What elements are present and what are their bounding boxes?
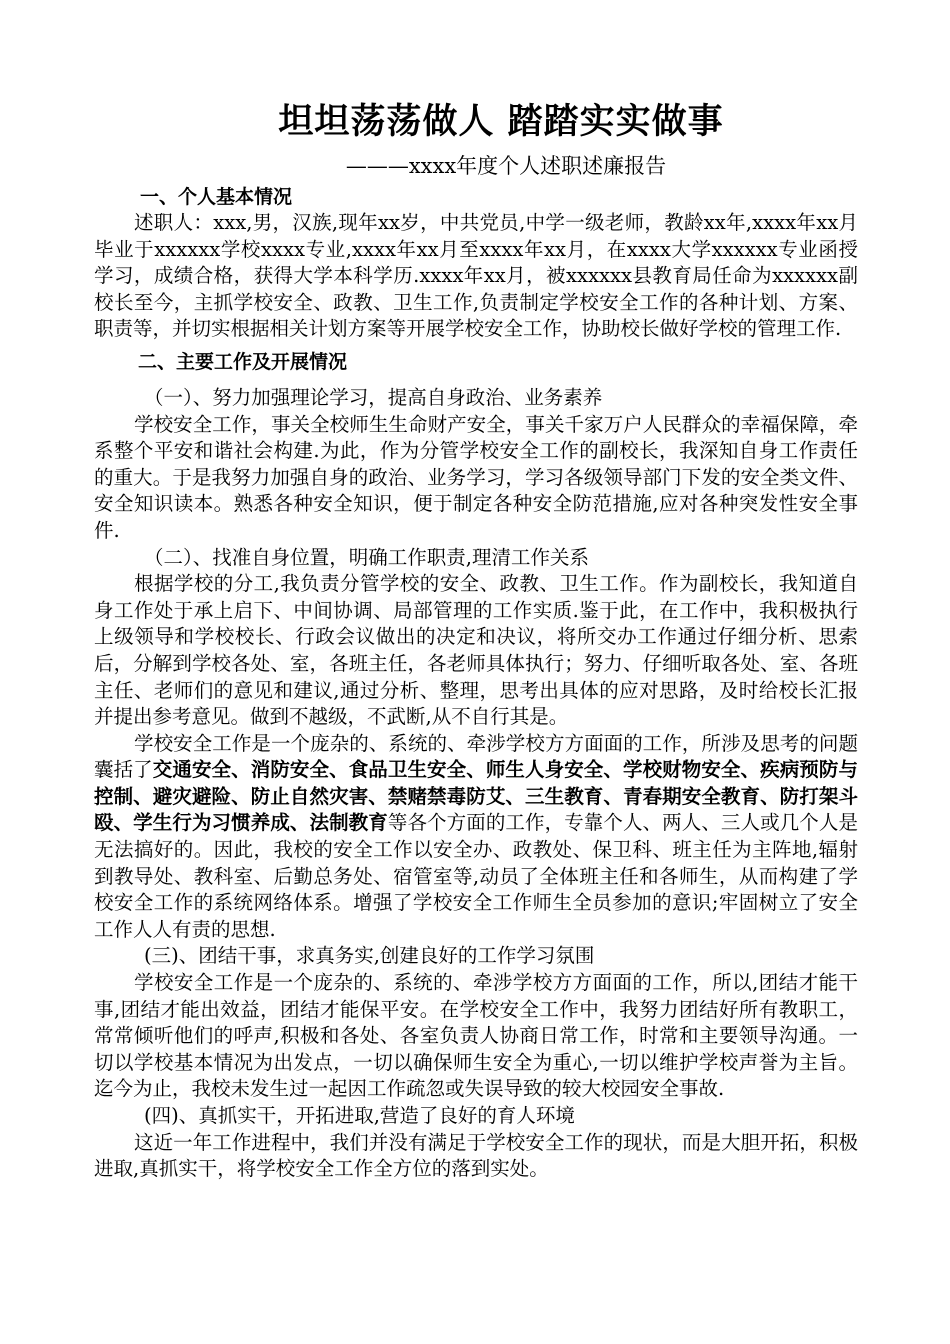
- subheading-practical-work: (四)、真抓实干，开拓进取,营造了良好的育人环境: [144, 1104, 575, 1127]
- paragraph-safety-scope-rest: 等各个方面的工作，专靠个人、两人、三人或几个人是无法搞好的。因此，我校的安全工作以安全办、政教处、保卫科、班主任为主阵地,辐射到教导处、教科室、后勤总务处、宿管室等,动员了全体班主任和各师生，从而构建了学校安全工作的系统网络体系。增强了学校安全工作师生全员参加的意识;牢固树立了安全工作人人有责的思想.: [94, 811, 858, 941]
- section-heading-basic-info: 一、个人基本情况: [140, 186, 293, 208]
- paragraph-basic-info: 述职人：xxx,男，汉族,现年xx岁，中共党员,中学一级老师，教龄xx年,xxxx年xx月毕业于xxxxxx学校xxxx专业,xxxx年xx月至xxxx年xx月，在xxxx大学xxxxxx专业函授学习，成绩合格，获得大学本科学历.xxxx年xx月，被xxxxxx县教育局任命为xxxxxx副校长至今，主抓学校安全、政教、卫生工作,负责制定学校安全工作的各种计划、方案、职责等，并切实根据相关计划方案等开展学校安全工作，协助校长做好学校的管理工作.: [94, 211, 858, 341]
- document-subtitle: ———xxxx年度个人述职述廉报告: [345, 154, 667, 178]
- section-heading-main-work: 二、主要工作及开展情况: [138, 350, 348, 373]
- paragraph-theory-study: 学校安全工作，事关全校师生生命财产安全，事关千家万户人民群众的幸福保障，牵系整个平安和谐社会构建.为此，作为分管学校安全工作的副校长，我深知自身工作责任的重大。于是我努力加强自身的政治、业务学习，学习各级领导部门下发的安全类文件、安全知识读本。熟悉各种安全知识，便于制定各种安全防范措施,应对各种突发性安全事件.: [94, 412, 858, 542]
- subheading-theory-study: （一）、努力加强理论学习，提高自身政治、业务素养: [144, 385, 603, 409]
- paragraph-safety-scope: [94, 731, 858, 944]
- subheading-position-duties: （二）、找准自身位置，明确工作职责,理清工作关系: [144, 545, 589, 569]
- document-title: 坦坦荡荡做人 踏踏实实做事: [278, 101, 724, 142]
- paragraph-safety-scope-intro: 学校安全工作是一个庞杂的、系统的、牵涉学校方方面面的工作，所涉及思考的问题囊括了: [94, 731, 858, 782]
- paragraph-position-duties: 根据学校的分工,我负责分管学校的安全、政教、卫生工作。作为副校长，我知道自身工作处于承上启下、中间协调、局部管理的工作实质.鉴于此，在工作中，我积极执行上级领导和学校校长、行政会议做出的决定和决议，将所交办工作通过仔细分析、思索后，分解到学校各处、室，各班主任，各老师具体执行；努力、仔细听取各处、室、各班主任、老师们的意见和建议,通过分析、整理，思考出具体的应对思路，及时给校长汇报并提出参考意见。做到不越级，不武断,从不自行其是。: [94, 572, 858, 729]
- subheading-unity: (三)、团结干事，求真务实,创建良好的工作学习氛围: [144, 944, 595, 968]
- paragraph-practical-work: 这近一年工作进程中，我们并没有满足于学校安全工作的现状，而是大胆开拓，积极进取,真抓实干，将学校安全工作全方位的落到实处。: [94, 1130, 858, 1181]
- paragraph-unity: 学校安全工作是一个庞杂的、系统的、牵涉学校方方面面的工作，所以,团结才能干事,团结才能出效益，团结才能保平安。在学校安全工作中，我努力团结好所有教职工，常常倾听他们的呼声,积极和各处、各室负责人协商日常工作，时常和主要领导沟通。一切以学校基本情况为出发点，一切以确保师生安全为重心,一切以维护学校声誉为主旨。迄今为止，我校未发生过一起因工作疏忽或失误导致的较大校园安全事故.: [94, 971, 858, 1101]
- safety-topics-bold: 交通安全、消防安全、食品卫生安全、师生人身安全、学校财物安全、疾病预防与控制、避灾避险、防止自然灾害、禁赌禁毒防艾、三生教育、青春期安全教育、防打架斗殴、学生行为习惯养成、法制教育: [94, 758, 858, 835]
